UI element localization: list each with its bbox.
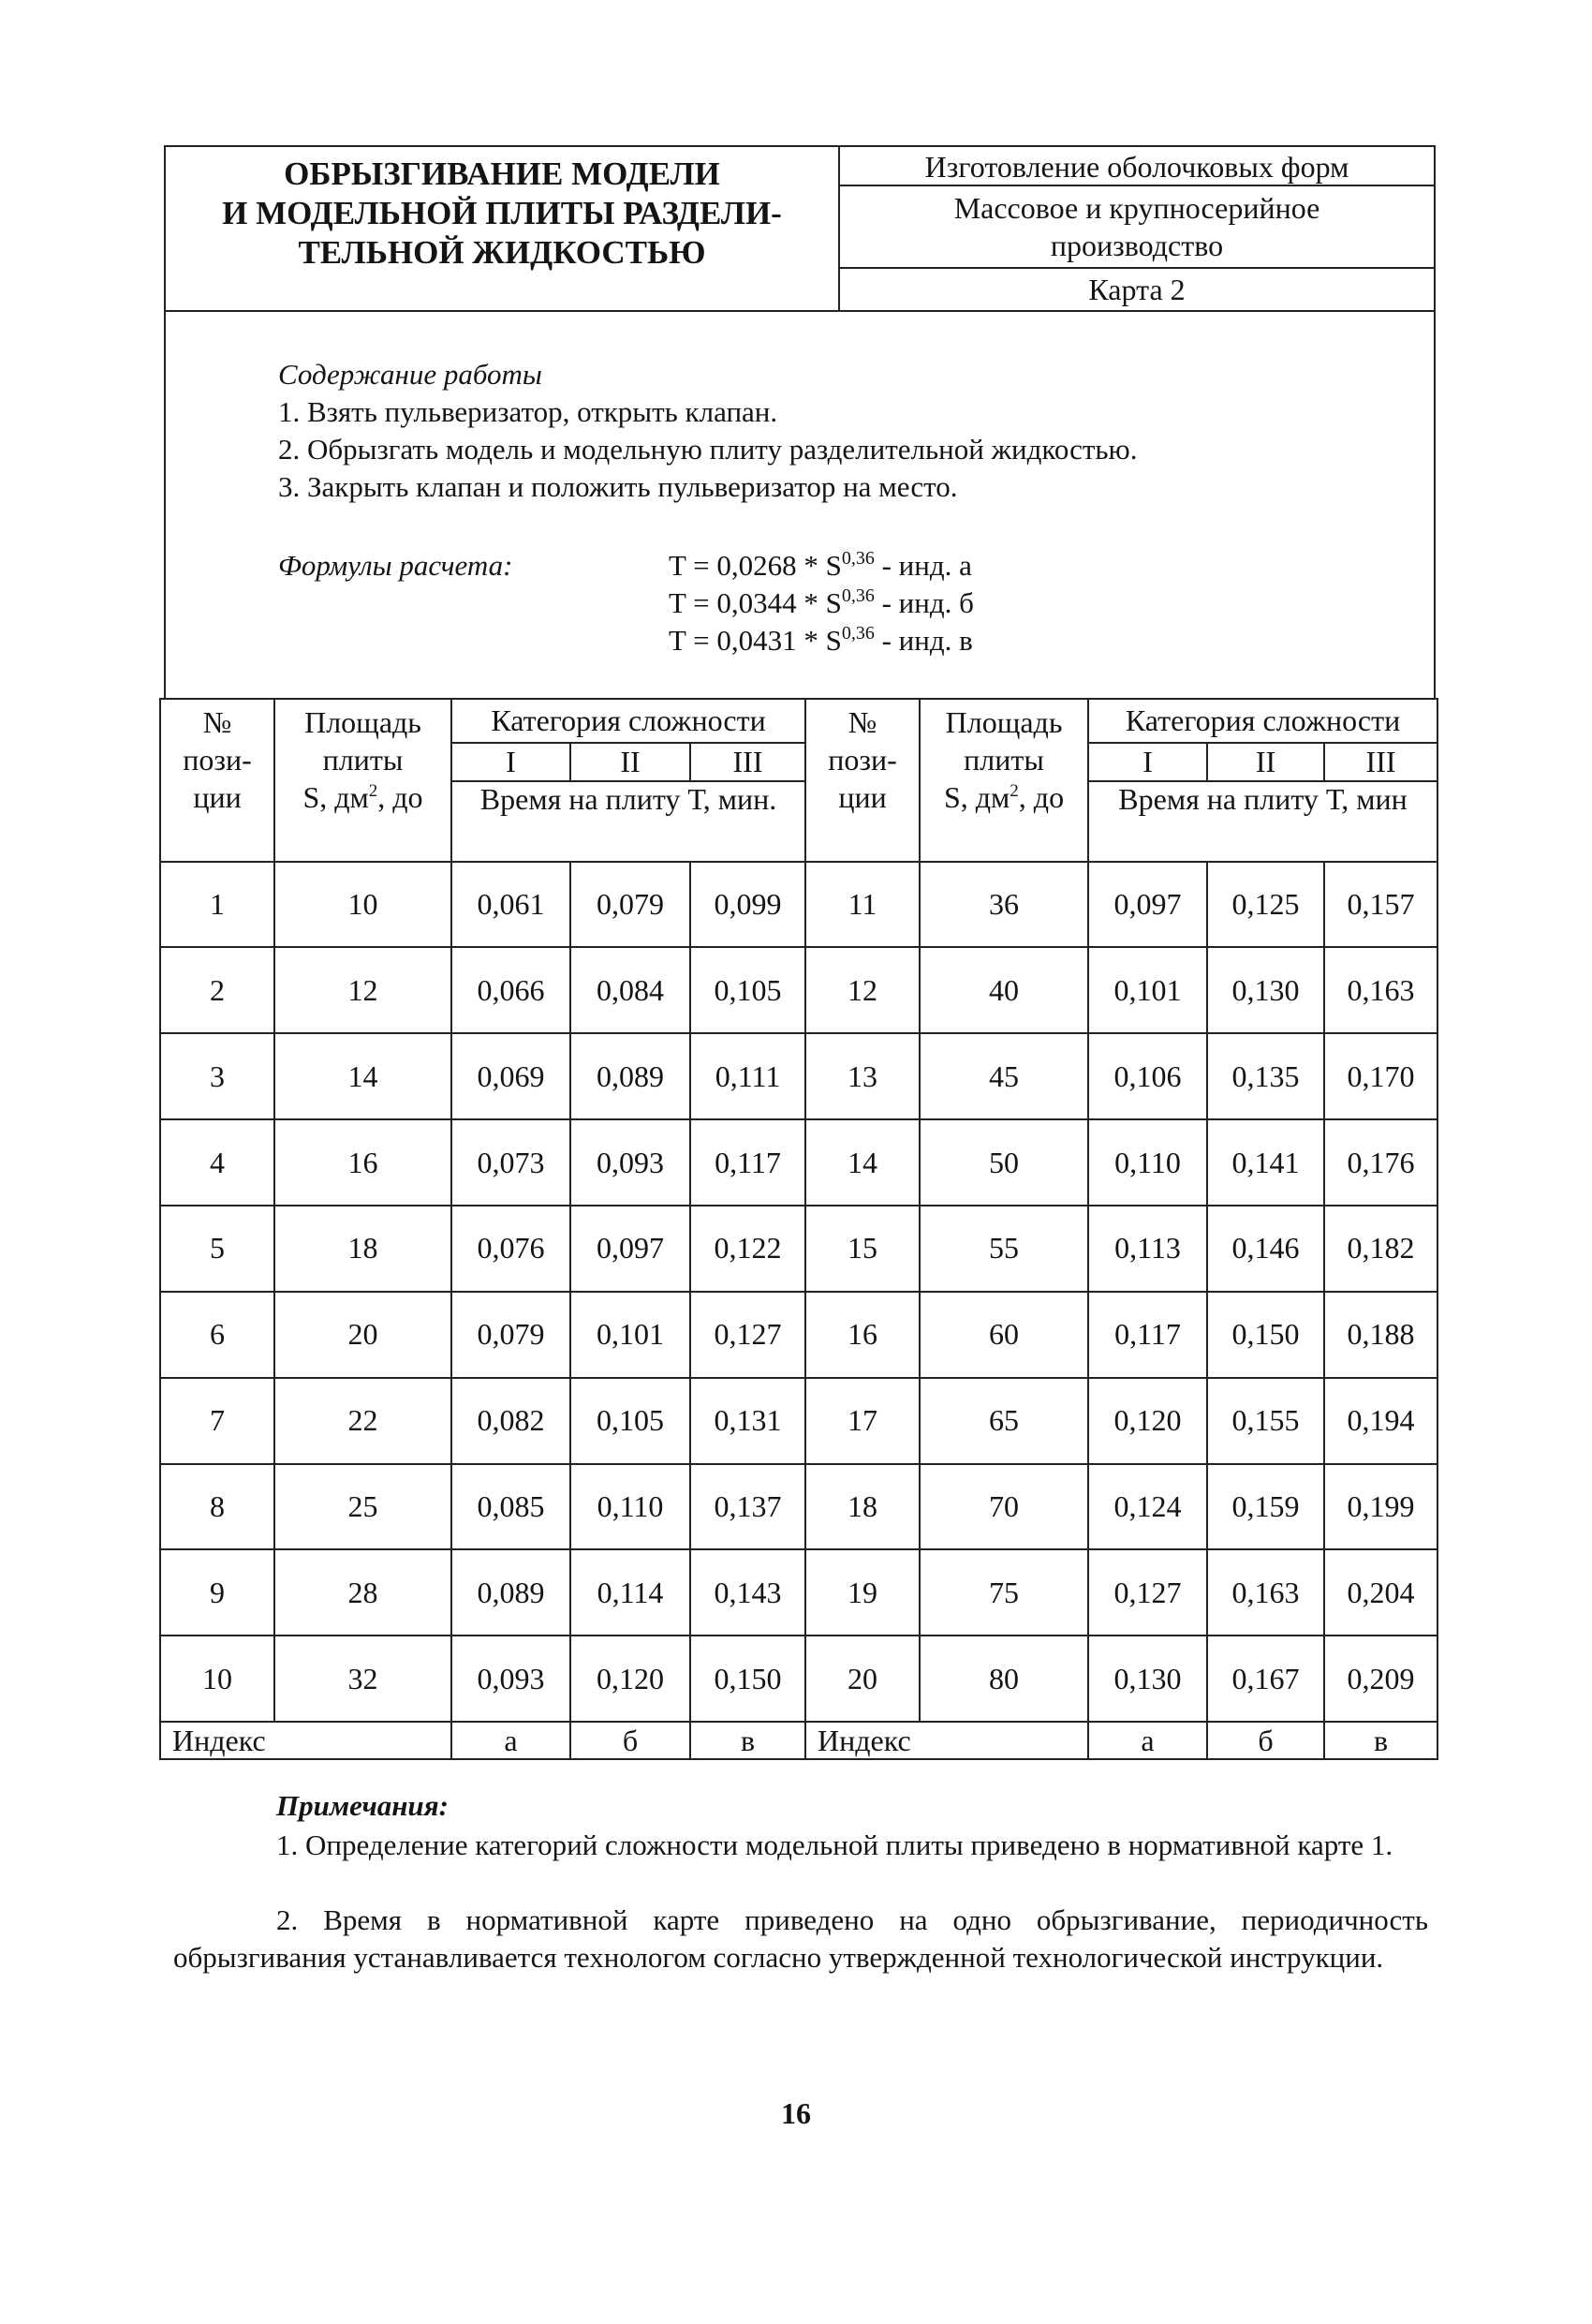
time-cat-1-cell: 0,066	[451, 947, 570, 1033]
header-row	[160, 699, 1437, 743]
time-cat-1-cell: 0,101	[1088, 947, 1207, 1033]
time-cat-3-cell: 0,105	[690, 947, 805, 1033]
time-norm-table	[159, 698, 1438, 1760]
time-cat-3-cell: 0,188	[1324, 1292, 1437, 1378]
formula-exponent: 0,36	[841, 623, 875, 644]
formula-left: T = 0,0344 * S	[669, 586, 842, 619]
position-cell: 7	[160, 1378, 274, 1464]
time-cat-2-cell: 0,079	[570, 862, 690, 948]
index-label: Индекс	[160, 1722, 451, 1759]
index-value: а	[1088, 1722, 1207, 1759]
note-item: 2. Время в нормативной карте приведено на одно обрызгивание, периодичность обрызгивания устанавливается технологом согласно утвержденной технологической инструкции.	[173, 1903, 1428, 1974]
time-cat-3-cell: 0,209	[1324, 1636, 1437, 1722]
time-cat-1-cell: 0,079	[451, 1292, 570, 1378]
page-number: 16	[781, 2096, 811, 2130]
area-cell: 10	[274, 862, 451, 948]
work-content	[164, 310, 1436, 699]
table-row	[160, 1033, 1437, 1119]
time-cat-1-cell: 0,124	[1088, 1464, 1207, 1550]
position-cell: 13	[805, 1033, 920, 1119]
time-cat-3-cell: 0,176	[1324, 1119, 1437, 1206]
position-cell: 10	[160, 1636, 274, 1722]
position-cell: 20	[805, 1636, 920, 1722]
index-value: в	[690, 1722, 805, 1759]
time-cat-3-cell: 0,131	[690, 1378, 805, 1464]
time-cat-2-cell: 0,155	[1207, 1378, 1324, 1464]
area-cell: 55	[920, 1206, 1088, 1292]
time-cat-3-cell: 0,150	[690, 1636, 805, 1722]
category-col: II	[1207, 743, 1324, 781]
area-cell: 36	[920, 862, 1088, 948]
table-row	[160, 1206, 1437, 1292]
time-cat-2-cell: 0,120	[570, 1636, 690, 1722]
process-name: Изготовление оболочковых форм	[840, 147, 1434, 186]
position-cell: 16	[805, 1292, 920, 1378]
time-cat-3-cell: 0,182	[1324, 1206, 1437, 1292]
time-cat-2-cell: 0,135	[1207, 1033, 1324, 1119]
table-row	[160, 1464, 1437, 1550]
time-cat-1-cell: 0,110	[1088, 1119, 1207, 1206]
index-value: а	[451, 1722, 570, 1759]
time-cat-3-cell: 0,194	[1324, 1378, 1437, 1464]
production-line: производство	[1050, 229, 1224, 262]
time-cat-2-cell: 0,093	[570, 1119, 690, 1206]
area-cell: 80	[920, 1636, 1088, 1722]
time-cat-1-cell: 0,106	[1088, 1033, 1207, 1119]
category-col: II	[570, 743, 690, 781]
work-step: 1. Взять пульверизатор, открыть клапан.	[278, 395, 778, 428]
index-row	[160, 1722, 1437, 1759]
area-cell: 12	[274, 947, 451, 1033]
time-cat-3-cell: 0,204	[1324, 1549, 1437, 1636]
category-header: Категория сложности	[1088, 699, 1437, 743]
index-label: Индекс	[805, 1722, 1088, 1759]
time-cat-3-cell: 0,163	[1324, 947, 1437, 1033]
time-cat-3-cell: 0,170	[1324, 1033, 1437, 1119]
category-col: III	[1324, 743, 1437, 781]
work-step: 3. Закрыть клапан и положить пульверизатор на место.	[278, 470, 958, 503]
area-cell: 75	[920, 1549, 1088, 1636]
time-cat-2-cell: 0,105	[570, 1378, 690, 1464]
table-row	[160, 1636, 1437, 1722]
time-cat-1-cell: 0,089	[451, 1549, 570, 1636]
formula-right: - инд. в	[874, 624, 973, 657]
title-line: И МОДЕЛЬНОЙ ПЛИТЫ РАЗДЕЛИ-	[222, 195, 782, 231]
time-cat-2-cell: 0,146	[1207, 1206, 1324, 1292]
formula-exponent: 0,36	[841, 585, 875, 606]
position-cell: 18	[805, 1464, 920, 1550]
position-cell: 4	[160, 1119, 274, 1206]
time-cat-1-cell: 0,117	[1088, 1292, 1207, 1378]
header-info	[840, 147, 1434, 312]
formula-left: T = 0,0268 * S	[669, 549, 842, 582]
table-row	[160, 1378, 1437, 1464]
time-cat-2-cell: 0,110	[570, 1464, 690, 1550]
area-cell: 70	[920, 1464, 1088, 1550]
title-line: ОБРЫЗГИВАНИЕ МОДЕЛИ	[284, 155, 720, 192]
formula-left: T = 0,0431 * S	[669, 624, 842, 657]
time-unit-header: Время на плиту Т, мин	[1088, 781, 1437, 862]
time-cat-1-cell: 0,097	[1088, 862, 1207, 948]
category-col: III	[690, 743, 805, 781]
time-cat-1-cell: 0,061	[451, 862, 570, 948]
area-cell: 60	[920, 1292, 1088, 1378]
category-col: I	[451, 743, 570, 781]
time-cat-2-cell: 0,084	[570, 947, 690, 1033]
time-unit-header: Время на плиту Т, мин.	[451, 781, 805, 862]
time-cat-2-cell: 0,114	[570, 1549, 690, 1636]
note-item: 1. Определение категорий сложности модельной плиты приведено в нормативной карте 1.	[276, 1828, 1393, 1861]
position-cell: 6	[160, 1292, 274, 1378]
formula-exponent: 0,36	[841, 548, 875, 569]
time-cat-1-cell: 0,113	[1088, 1206, 1207, 1292]
time-cat-2-cell: 0,141	[1207, 1119, 1324, 1206]
time-cat-2-cell: 0,097	[570, 1206, 690, 1292]
area-cell: 65	[920, 1378, 1088, 1464]
col-position-header: № пози- ции	[805, 699, 920, 862]
category-header: Категория сложности	[451, 699, 805, 743]
formula-right: - инд. а	[874, 549, 972, 582]
time-cat-3-cell: 0,137	[690, 1464, 805, 1550]
index-value: б	[570, 1722, 690, 1759]
production-line: Массовое и крупносерийное	[953, 191, 1320, 225]
position-cell: 8	[160, 1464, 274, 1550]
time-cat-2-cell: 0,089	[570, 1033, 690, 1119]
formula-label: Формулы расчета:	[278, 549, 513, 582]
index-value: в	[1324, 1722, 1437, 1759]
col-area-header: Площадь плиты S, $дм^2$, до	[274, 699, 451, 862]
position-cell: 17	[805, 1378, 920, 1464]
position-cell: 12	[805, 947, 920, 1033]
work-heading: Содержание работы	[278, 358, 542, 391]
table-row	[160, 1549, 1437, 1636]
position-cell: 15	[805, 1206, 920, 1292]
time-cat-3-cell: 0,099	[690, 862, 805, 948]
time-cat-2-cell: 0,125	[1207, 862, 1324, 948]
time-cat-3-cell: 0,111	[690, 1033, 805, 1119]
table-row	[160, 1292, 1437, 1378]
time-cat-1-cell: 0,127	[1088, 1549, 1207, 1636]
time-cat-2-cell: 0,167	[1207, 1636, 1324, 1722]
position-cell: 14	[805, 1119, 920, 1206]
operation-title	[166, 147, 840, 312]
area-cell: 18	[274, 1206, 451, 1292]
table-row	[160, 862, 1437, 948]
card-number: Карта 2	[1088, 273, 1186, 306]
time-cat-3-cell: 0,117	[690, 1119, 805, 1206]
position-cell: 11	[805, 862, 920, 948]
card-header	[164, 145, 1436, 312]
time-cat-1-cell: 0,073	[451, 1119, 570, 1206]
time-cat-1-cell: 0,085	[451, 1464, 570, 1550]
notes-heading: Примечания:	[276, 1789, 449, 1822]
time-cat-1-cell: 0,076	[451, 1206, 570, 1292]
time-cat-1-cell: 0,130	[1088, 1636, 1207, 1722]
area-cell: 40	[920, 947, 1088, 1033]
time-cat-3-cell: 0,157	[1324, 862, 1437, 948]
table-row	[160, 1119, 1437, 1206]
area-cell: 16	[274, 1119, 451, 1206]
area-cell: 28	[274, 1549, 451, 1636]
time-cat-2-cell: 0,159	[1207, 1464, 1324, 1550]
title-line: ТЕЛЬНОЙ ЖИДКОСТЬЮ	[298, 234, 706, 271]
position-cell: 2	[160, 947, 274, 1033]
position-cell: 9	[160, 1549, 274, 1636]
time-cat-3-cell: 0,143	[690, 1549, 805, 1636]
position-cell: 19	[805, 1549, 920, 1636]
time-cat-2-cell: 0,101	[570, 1292, 690, 1378]
formula	[669, 624, 973, 658]
formula	[669, 586, 974, 620]
index-value: б	[1207, 1722, 1324, 1759]
position-cell: 5	[160, 1206, 274, 1292]
time-cat-2-cell: 0,150	[1207, 1292, 1324, 1378]
time-cat-1-cell: 0,120	[1088, 1378, 1207, 1464]
category-col: I	[1088, 743, 1207, 781]
time-cat-1-cell: 0,093	[451, 1636, 570, 1722]
formula-right: - инд. б	[874, 586, 974, 619]
col-position-header: № пози- ции	[160, 699, 274, 862]
area-cell: 50	[920, 1119, 1088, 1206]
area-cell: 45	[920, 1033, 1088, 1119]
area-cell: 22	[274, 1378, 451, 1464]
area-cell: 20	[274, 1292, 451, 1378]
area-cell: 14	[274, 1033, 451, 1119]
area-cell: 25	[274, 1464, 451, 1550]
table-row	[160, 947, 1437, 1033]
time-cat-3-cell: 0,199	[1324, 1464, 1437, 1550]
col-area-header: Площадь плиты S, $дм^2$, до	[920, 699, 1088, 862]
position-cell: 1	[160, 862, 274, 948]
position-cell: 3	[160, 1033, 274, 1119]
formula	[669, 549, 972, 583]
time-cat-2-cell: 0,163	[1207, 1549, 1324, 1636]
time-cat-2-cell: 0,130	[1207, 947, 1324, 1033]
time-cat-1-cell: 0,082	[451, 1378, 570, 1464]
time-cat-1-cell: 0,069	[451, 1033, 570, 1119]
time-cat-3-cell: 0,122	[690, 1206, 805, 1292]
time-cat-3-cell: 0,127	[690, 1292, 805, 1378]
production-type	[840, 186, 1434, 269]
work-step: 2. Обрызгать модель и модельную плиту разделительной жидкостью.	[278, 433, 1138, 466]
area-cell: 32	[274, 1636, 451, 1722]
